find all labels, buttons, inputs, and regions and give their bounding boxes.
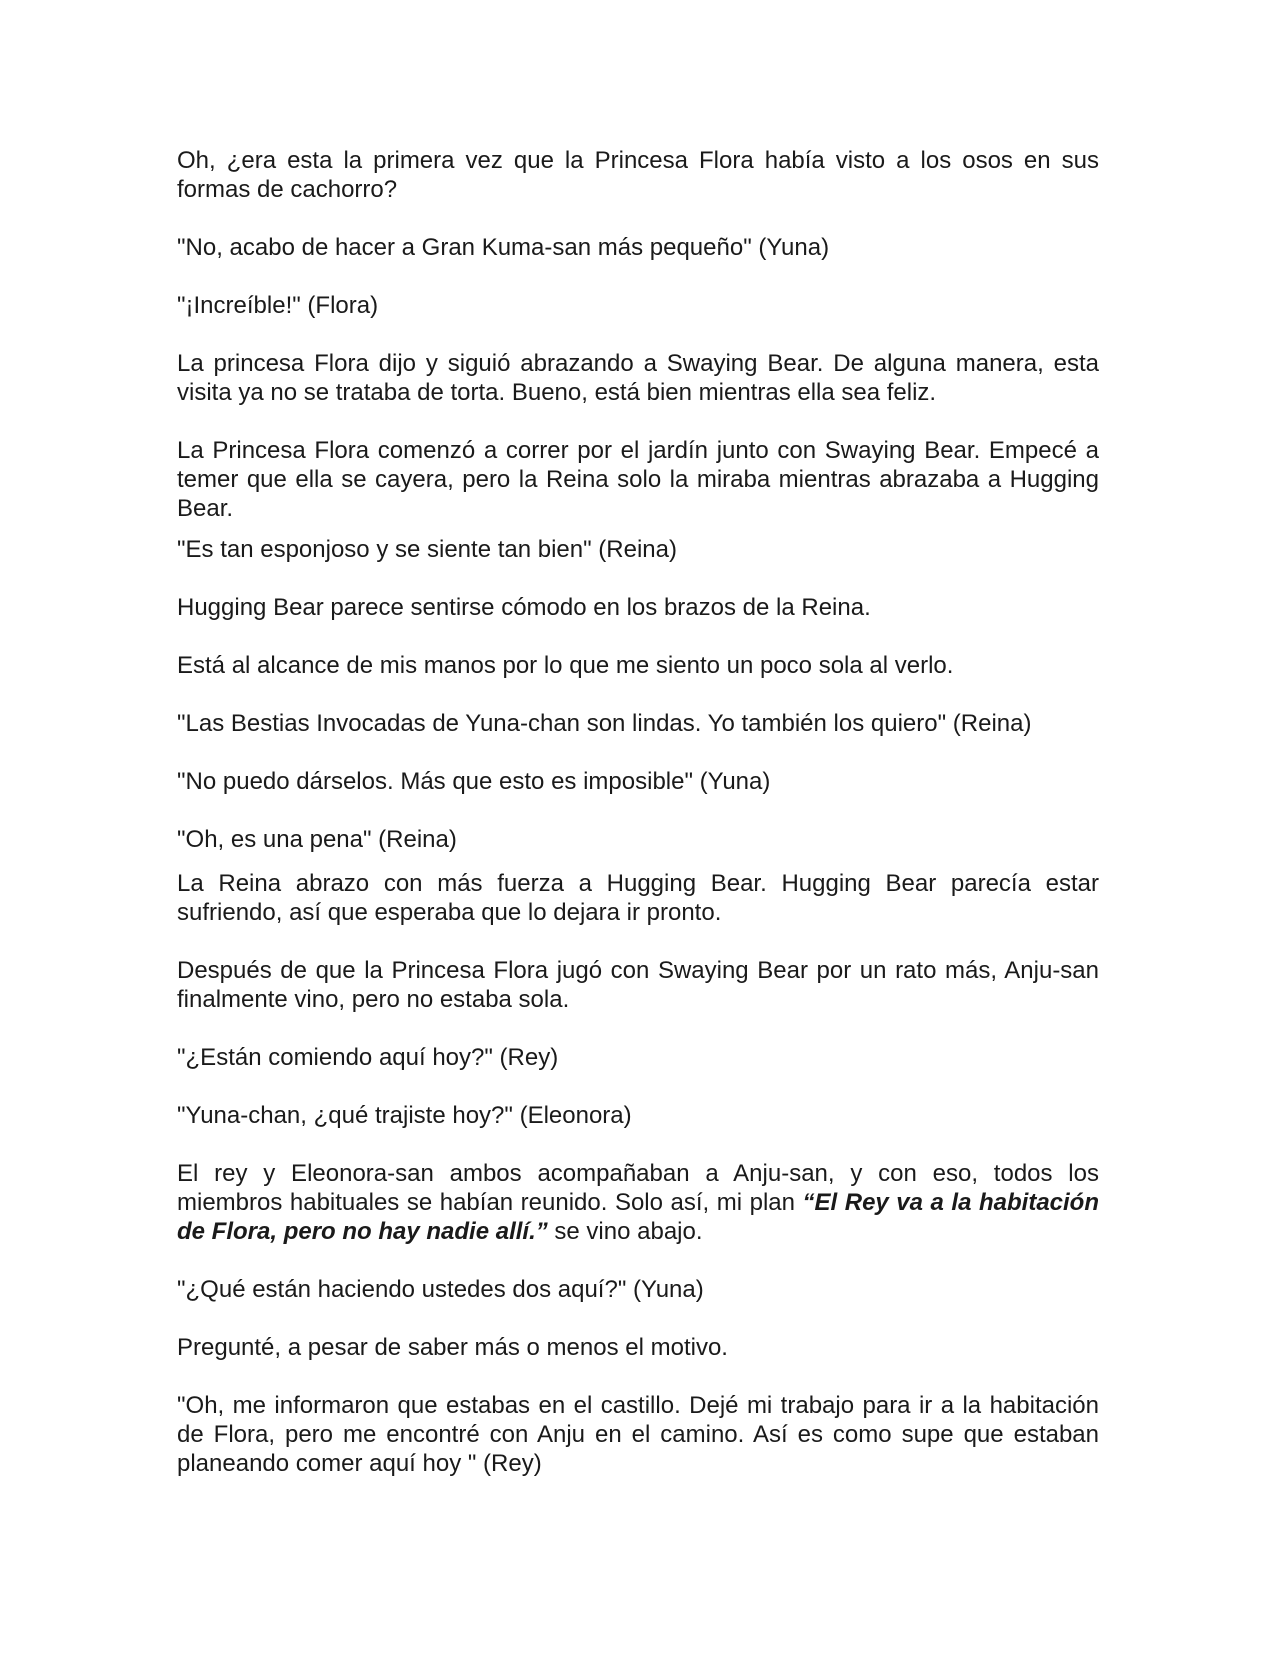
paragraph-text: se vino abajo.: [547, 1218, 703, 1245]
dialogue-line: "Las Bestias Invocadas de Yuna-chan son lindas. Yo también los quiero" (Reina): [177, 710, 1032, 737]
paragraph: Oh, ¿era esta la primera vez que la Princesa Flora había visto a los osos en sus formas de cachorro?: [177, 147, 1099, 203]
paragraph: Hugging Bear parece sentirse cómodo en los brazos de la Reina.: [177, 594, 871, 621]
dialogue-line: "Es tan esponjoso y se siente tan bien" (Reina): [177, 536, 677, 563]
paragraph: La Princesa Flora comenzó a correr por el jardín junto con Swaying Bear. Empecé a temer que ella se cayera, pero la Reina solo la miraba mientras abrazaba a Hugging Bear.: [177, 437, 1099, 522]
emphasized-phrase: “El Rey va a la habitación de Flora, pero no hay nadie allí.”: [177, 1189, 1099, 1245]
dialogue-line: "Yuna-chan, ¿qué trajiste hoy?" (Eleonora): [177, 1102, 632, 1129]
dialogue-line: "No, acabo de hacer a Gran Kuma-san más pequeño" (Yuna): [177, 234, 830, 261]
dialogue-line: "¡Increíble!" (Flora): [177, 292, 379, 319]
dialogue-line: "Oh, es una pena" (Reina): [177, 826, 457, 853]
paragraph: Después de que la Princesa Flora jugó con Swaying Bear por un rato más, Anju-san finalmente vino, pero no estaba sola.: [177, 957, 1099, 1013]
dialogue-line: "¿Están comiendo aquí hoy?" (Rey): [177, 1044, 559, 1071]
dialogue-line: "¿Qué están haciendo ustedes dos aquí?" (Yuna): [177, 1276, 704, 1303]
paragraph: La Reina abrazo con más fuerza a Hugging Bear. Hugging Bear parecía estar sufriendo, así que esperaba que lo dejara ir pronto.: [177, 870, 1099, 926]
document-page: [177, 146, 1099, 1478]
dialogue-line: "Oh, me informaron que estabas en el castillo. Dejé mi trabajo para ir a la habitación de Flora, pero me encontré con Anju en el camino. Así es como supe que estaban planeando comer aquí hoy " (Rey): [177, 1392, 1099, 1477]
paragraph-text: El rey y Eleonora-san ambos acompañaban a Anju-san, y con eso, todos los miembros habituales se habían reunido. Solo así, mi plan: [177, 1160, 1099, 1216]
paragraph: Está al alcance de mis manos por lo que me siento un poco sola al verlo.: [177, 652, 954, 679]
dialogue-line: "No puedo dárselos. Más que esto es imposible" (Yuna): [177, 768, 771, 795]
paragraph: Pregunté, a pesar de saber más o menos el motivo.: [177, 1334, 728, 1361]
paragraph: [177, 1159, 1099, 1246]
paragraph: La princesa Flora dijo y siguió abrazando a Swaying Bear. De alguna manera, esta visita ya no se trataba de torta. Bueno, está bien mientras ella sea feliz.: [177, 350, 1099, 406]
